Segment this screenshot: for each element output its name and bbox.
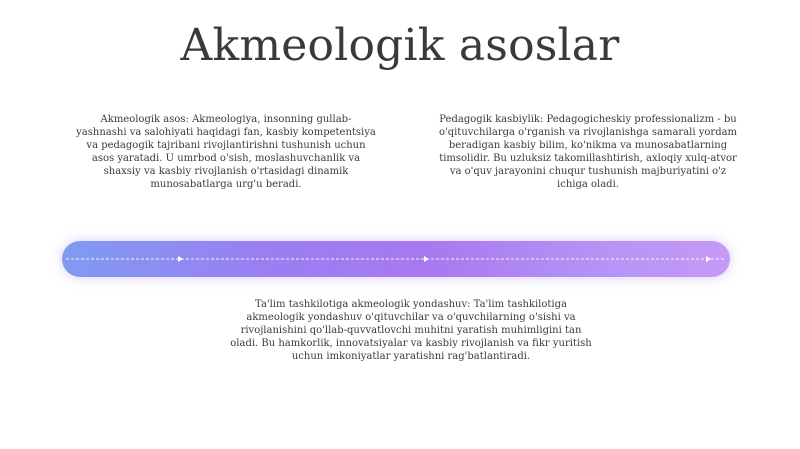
slide-title: Akmeologik asoslar [180, 20, 620, 71]
text-block-pedagogik-kasbiylik: Pedagogik kasbiylik: Pedagogicheskiy professionalizm - bu o'qituvchilarga o'rganish va rivojlanishga samarali yordam beradigan kasbiy bilim, ko'nikma va munosabatlarning timsolidir. Bu uzluksiz takomillashtirish, axloqiy xulq-atvor va o'quv jarayonini chuqur tushunish majburiyatini o'z ichiga oladi. [438, 114, 738, 190]
timeline-arrow-2 [424, 256, 429, 262]
timeline-arrow-3 [706, 256, 711, 262]
timeline-arrow-1 [178, 256, 183, 262]
text-block-akmeologik-asos: Akmeologik asos: Akmeologiya, insonning gullab-yashnashi va salohiyati haqidagi fan, kasbiy kompetentsiya va pedagogik tajribani rivojlantirishni tushunish uchun asos yaratadi. U umrbod o'sish, moslashuvchanlik va shaxsiy va kasbiy rivojlanish o'rtasidagi dinamik munosabatlarga urg'u beradi. [76, 114, 376, 190]
text-block-akmeologik-yondashuv: Ta'lim tashkilotiga akmeologik yondashuv: Ta'lim tashkilotiga akmeologik yondashuv o'qituvchilar va o'quvchilarning o'sishi va rivojlanishini qo'llab-quvvatlovchi muhitni yaratish muhimligini tan oladi. Bu hamkorlik, innovatsiyalar va kasbiy rivojlanish va fikr yuritish uchun imkoniyatlar yaratishni rag'batlantiradi. [230, 299, 592, 362]
timeline-arrows [62, 241, 730, 277]
timeline-bar [62, 241, 730, 277]
